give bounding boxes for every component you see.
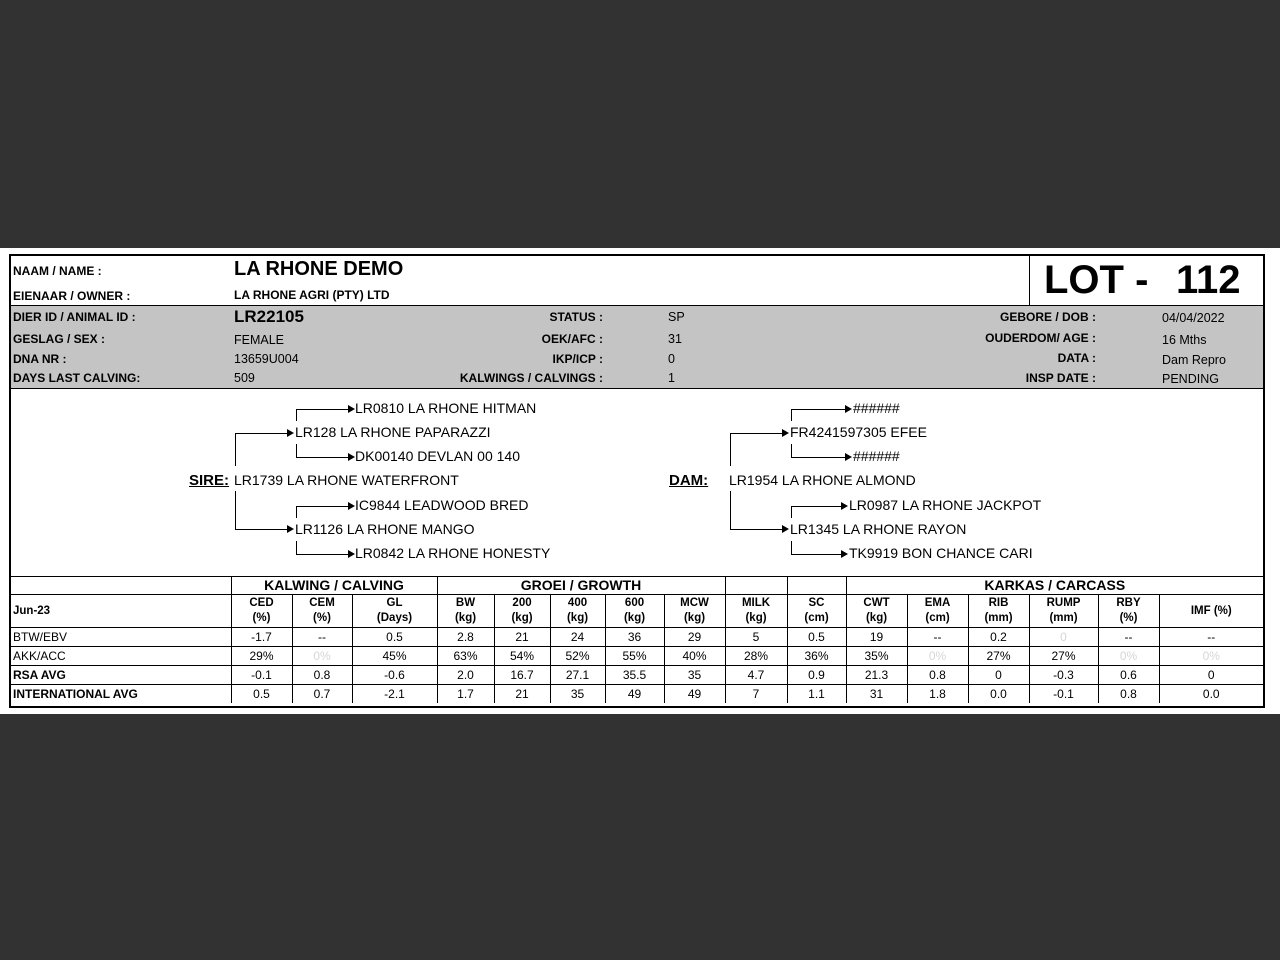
calvings-value: 1 (668, 371, 675, 385)
ebv-col-unit: (%) (313, 612, 331, 624)
ebv-cell: 21.3 (846, 666, 907, 685)
ebv-cell: 29% (231, 647, 292, 666)
sire-dam-sire-name: IC9844 LEADWOOD BRED (355, 497, 529, 513)
ebv-col-unit: (cm) (925, 612, 950, 624)
ebv-cell: 0.8 (1098, 685, 1159, 704)
ebv-cell: 35 (664, 666, 725, 685)
ebv-cell: 36% (787, 647, 846, 666)
ebv-cell: 49 (664, 685, 725, 704)
dam-sire-dam-name: ###### (853, 448, 900, 464)
ebv-cell: 35% (846, 647, 907, 666)
animal-info-band (11, 306, 1263, 389)
ebv-col-name: CED (249, 597, 274, 609)
ebv-cell: 0.5 (231, 685, 292, 704)
ebv-cell: 24 (550, 628, 605, 647)
afc-label: OEK/AFC : (541, 332, 603, 346)
ebv-cell: 0.0 (968, 685, 1029, 704)
ebv-row (11, 685, 1263, 704)
ebv-cell: -2.1 (352, 685, 437, 704)
icp-label: IKP/ICP : (552, 352, 603, 366)
data-value: Dam Repro (1162, 353, 1226, 367)
sex-value: FEMALE (234, 333, 285, 347)
ebv-col-header (846, 595, 907, 628)
ebv-col-header (664, 595, 725, 628)
afc-value: 31 (668, 332, 682, 346)
ebv-col-name: RIB (988, 597, 1009, 609)
dam-name: LR1954 LA RHONE ALMOND (729, 472, 916, 488)
ebv-col-unit: (mm) (984, 612, 1013, 624)
ebv-cell: -1.7 (231, 628, 292, 647)
status-label: STATUS : (549, 310, 603, 324)
data-label: DATA : (1057, 351, 1096, 365)
lot-sheet (0, 248, 1280, 714)
ebv-cell: 0 (1159, 666, 1263, 685)
ebv-col-header (550, 595, 605, 628)
ebv-cell: 2.0 (437, 666, 494, 685)
ebv-cell: -0.1 (1029, 685, 1098, 704)
sire-dam-name: LR1126 LA RHONE MANGO (295, 521, 475, 537)
lot-number: 112 (1176, 258, 1241, 302)
owner-name: LA RHONE AGRI (PTY) LTD (234, 288, 390, 302)
ebv-cell: 28% (725, 647, 787, 666)
dob-value: 04/04/2022 (1162, 311, 1225, 325)
ebv-cell: 0% (292, 647, 352, 666)
ebv-cell: 0.5 (787, 628, 846, 647)
ebv-col-name: MCW (680, 597, 709, 609)
ebv-cell: 0% (907, 647, 968, 666)
lot-label: LOT - (1044, 258, 1149, 302)
dam-label: DAM: (669, 472, 709, 489)
sire-sire-sire-name: LR0810 LA RHONE HITMAN (355, 400, 537, 416)
ebv-col-header (605, 595, 664, 628)
ebv-col-unit: (kg) (683, 612, 706, 624)
ebv-row-label: RSA AVG (11, 666, 231, 685)
ebv-col-unit: (kg) (511, 612, 533, 624)
ebv-cell: 4.7 (725, 666, 787, 685)
ebv-cell: -- (292, 628, 352, 647)
ebv-cell: 27.1 (550, 666, 605, 685)
animal-name: LA RHONE DEMO (234, 258, 404, 280)
ebv-col-name: 600 (624, 597, 645, 609)
ebv-col-header (231, 595, 292, 628)
ebv-cell: 40% (664, 647, 725, 666)
ebv-cell: 45% (352, 647, 437, 666)
ebv-col-unit: (kg) (566, 612, 589, 624)
ebv-cell: 1.7 (437, 685, 494, 704)
ebv-cell: 52% (550, 647, 605, 666)
ebv-col-name: CEM (309, 597, 335, 609)
ebv-cell: 36 (605, 628, 664, 647)
ebv-col-header (494, 595, 550, 628)
ebv-date: Jun-23 (11, 595, 231, 628)
days-last-calving-label: DAYS LAST CALVING: (13, 371, 141, 385)
ebv-col-unit: (kg) (745, 612, 767, 624)
sire-label: SIRE: (189, 472, 230, 489)
ebv-cell: 21 (494, 628, 550, 647)
ebv-cell: -- (1159, 628, 1263, 647)
ebv-cell: 31 (846, 685, 907, 704)
ebv-col-unit: (mm) (1049, 612, 1078, 624)
insp-date-value: PENDING (1162, 372, 1219, 386)
group-growth: GROEI / GROWTH (437, 576, 725, 595)
ebv-col-unit: (%) (1119, 612, 1138, 624)
dna-value: 13659U004 (234, 352, 299, 366)
owner-label: EIENAAR / OWNER : (13, 289, 131, 303)
ebv-col-header (725, 595, 787, 628)
group-spacer (11, 576, 231, 595)
ebv-col-header (907, 595, 968, 628)
calvings-label: KALWINGS / CALVINGS : (459, 371, 603, 385)
days-last-calving-value: 509 (234, 371, 255, 385)
dam-sire-sire-name: ###### (853, 400, 900, 416)
ebv-col-unit: (kg) (623, 612, 646, 624)
ebv-col-unit: (kg) (454, 612, 477, 624)
ebv-cell: 1.8 (907, 685, 968, 704)
ebv-cell: -- (1098, 628, 1159, 647)
ebv-col-name: 400 (567, 597, 588, 609)
ebv-cell: 29 (664, 628, 725, 647)
sire-sire-name: LR128 LA RHONE PAPARAZZI (295, 424, 491, 440)
ebv-cell: 54% (494, 647, 550, 666)
icp-value: 0 (668, 352, 675, 366)
ebv-col-header (437, 595, 494, 628)
ebv-col-name: CWT (863, 597, 890, 609)
animal-id-value: LR22105 (234, 307, 304, 326)
lot-card (9, 254, 1265, 708)
ebv-cell: 35.5 (605, 666, 664, 685)
ebv-row (11, 666, 1263, 685)
ebv-col-name: 200 (512, 597, 532, 609)
ebv-col-header (1029, 595, 1098, 628)
group-milk-spacer (725, 576, 787, 595)
age-label: OUDERDOM/ AGE : (985, 331, 1096, 345)
group-carcass: KARKAS / CARCASS (846, 576, 1263, 595)
ebv-cell: 0.8 (907, 666, 968, 685)
ebv-col-name: BW (455, 597, 476, 609)
ebv-row-label: INTERNATIONAL AVG (11, 685, 231, 704)
ebv-cell: 0.0 (1159, 685, 1263, 704)
ebv-col-header (1159, 595, 1263, 628)
ebv-table (11, 576, 1263, 703)
dob-label: GEBORE / DOB : (999, 310, 1096, 324)
ebv-cell: 0.8 (292, 666, 352, 685)
ebv-cell: 27% (968, 647, 1029, 666)
ebv-cell: 0% (1098, 647, 1159, 666)
ebv-col-unit: (cm) (804, 612, 829, 624)
sire-sire-dam-name: DK00140 DEVLAN 00 140 (355, 448, 520, 464)
ebv-col-unit: (%) (252, 612, 271, 624)
sex-label: GESLAG / SEX : (13, 332, 106, 346)
ebv-group-row (11, 576, 1263, 595)
ebv-col-name: MILK (741, 597, 771, 609)
animal-id-label: DIER ID / ANIMAL ID : (13, 310, 136, 324)
name-label: NAAM / NAME : (13, 264, 102, 278)
ebv-cell: 0.6 (1098, 666, 1159, 685)
pedigree-section (11, 389, 1263, 577)
ebv-cell: 55% (605, 647, 664, 666)
dam-dam-name: LR1345 LA RHONE RAYON (790, 521, 967, 537)
ebv-cell: 0.9 (787, 666, 846, 685)
ebv-col-name: GL (386, 597, 403, 609)
ebv-cell: -0.1 (231, 666, 292, 685)
ebv-row-label: AKK/ACC (11, 647, 231, 666)
sire-dam-dam-name: LR0842 LA RHONE HONESTY (355, 545, 551, 561)
ebv-cell: 7 (725, 685, 787, 704)
ebv-cell: 0 (1029, 628, 1098, 647)
ebv-cell: 21 (494, 685, 550, 704)
ebv-col-header (968, 595, 1029, 628)
group-sc-spacer (787, 576, 846, 595)
sire-name: LR1739 LA RHONE WATERFRONT (234, 472, 459, 488)
ebv-cell: 19 (846, 628, 907, 647)
status-value: SP (668, 310, 685, 324)
ebv-col-name: RBY (1116, 597, 1141, 609)
age-value: 16 Mths (1162, 333, 1207, 347)
ebv-col-header (292, 595, 352, 628)
ebv-cell: 0% (1159, 647, 1263, 666)
ebv-header-row (11, 595, 1263, 628)
ebv-col-header (787, 595, 846, 628)
ebv-col-header (352, 595, 437, 628)
group-calving: KALWING / CALVING (231, 576, 437, 595)
dam-sire-name: FR4241597305 EFEE (790, 424, 927, 440)
ebv-cell: 49 (605, 685, 664, 704)
ebv-cell: 63% (437, 647, 494, 666)
ebv-cell: 1.1 (787, 685, 846, 704)
ebv-row (11, 647, 1263, 666)
ebv-cell: -0.6 (352, 666, 437, 685)
ebv-col-name: EMA (924, 597, 951, 609)
ebv-cell: 27% (1029, 647, 1098, 666)
ebv-cell: 0.2 (968, 628, 1029, 647)
ebv-col-unit: (kg) (865, 612, 888, 624)
insp-date-label: INSP DATE : (1025, 371, 1096, 385)
header-section (11, 256, 1263, 306)
ebv-cell: 2.8 (437, 628, 494, 647)
ebv-row (11, 628, 1263, 647)
ebv-cell: 35 (550, 685, 605, 704)
ebv-row-label: BTW/EBV (11, 628, 231, 647)
ebv-col-header (1098, 595, 1159, 628)
ebv-cell: -- (907, 628, 968, 647)
dna-label: DNA NR : (13, 352, 67, 366)
ebv-cell: -0.3 (1029, 666, 1098, 685)
ebv-cell: 5 (725, 628, 787, 647)
ebv-cell: 0.5 (352, 628, 437, 647)
lot-box (1029, 256, 1264, 305)
ebv-cell: 0 (968, 666, 1029, 685)
ebv-col-unit: (Days) (376, 612, 413, 624)
ebv-cell: 16.7 (494, 666, 550, 685)
ebv-col-name: SC (808, 597, 825, 609)
ebv-col-name: IMF (%) (1190, 604, 1232, 617)
ebv-col-name: RUMP (1046, 597, 1081, 609)
dam-dam-dam-name: TK9919 BON CHANCE CARI (849, 545, 1033, 561)
ebv-cell: 0.7 (292, 685, 352, 704)
dam-dam-sire-name: LR0987 LA RHONE JACKPOT (849, 497, 1042, 513)
